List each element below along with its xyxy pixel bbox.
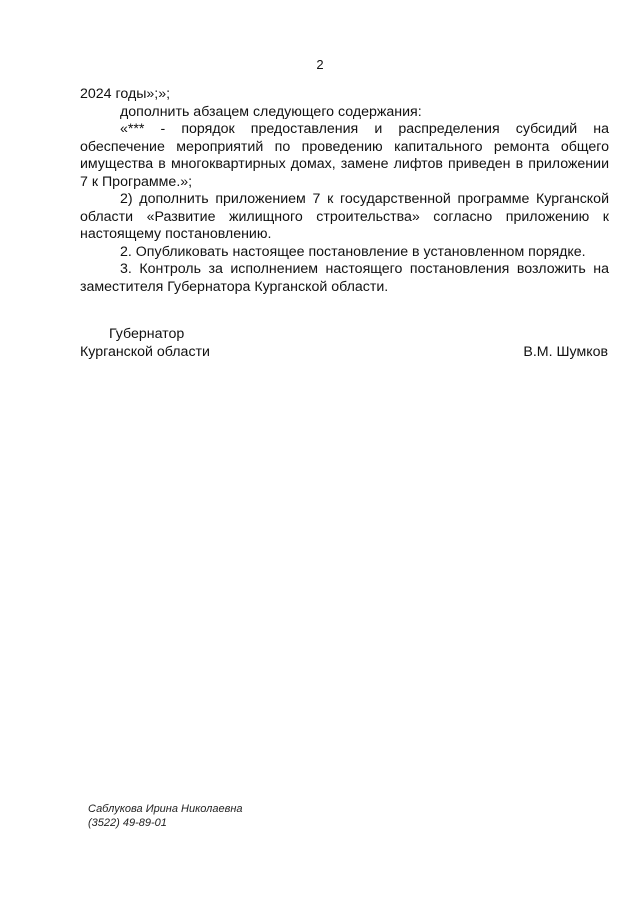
paragraph-continuation: 2024 годы»;»; bbox=[80, 86, 171, 102]
signature-row bbox=[80, 344, 608, 362]
paragraph-publish: 2. Опубликовать настоящее постановление в установленном порядке. bbox=[120, 243, 586, 260]
executor-phone: (3522) 49-89-01 bbox=[88, 816, 167, 829]
executor-contact bbox=[88, 803, 243, 830]
signatory-region: Курганской области bbox=[80, 343, 210, 360]
document-body bbox=[80, 86, 609, 296]
page-number: 2 bbox=[316, 57, 324, 72]
paragraph-item-2: 2) дополнить приложением 7 к государственной программе Курганской области «Развитие жилищного строительства» согласно приложению к настоящему постановлению. bbox=[80, 191, 609, 242]
paragraph-control: 3. Контроль за исполнением настоящего постановления возложить на заместителя Губернатора Курганской области. bbox=[80, 261, 609, 295]
signatory-title: Губернатор bbox=[109, 326, 185, 342]
signatory-name: В.М. Шумков bbox=[523, 343, 608, 360]
paragraph-footnote-text: «*** - порядок предоставления и распределения субсидий на обеспечение мероприятий по проведению капитального ремонта общего имущества в многоквартирных домах, замене лифтов приведен в приложении 7 к Программе.»; bbox=[80, 121, 609, 190]
paragraph-add-clause: дополнить абзацем следующего содержания: bbox=[120, 103, 422, 120]
signature-block bbox=[80, 326, 608, 361]
executor-name: Саблукова Ирина Николаевна bbox=[88, 803, 243, 815]
